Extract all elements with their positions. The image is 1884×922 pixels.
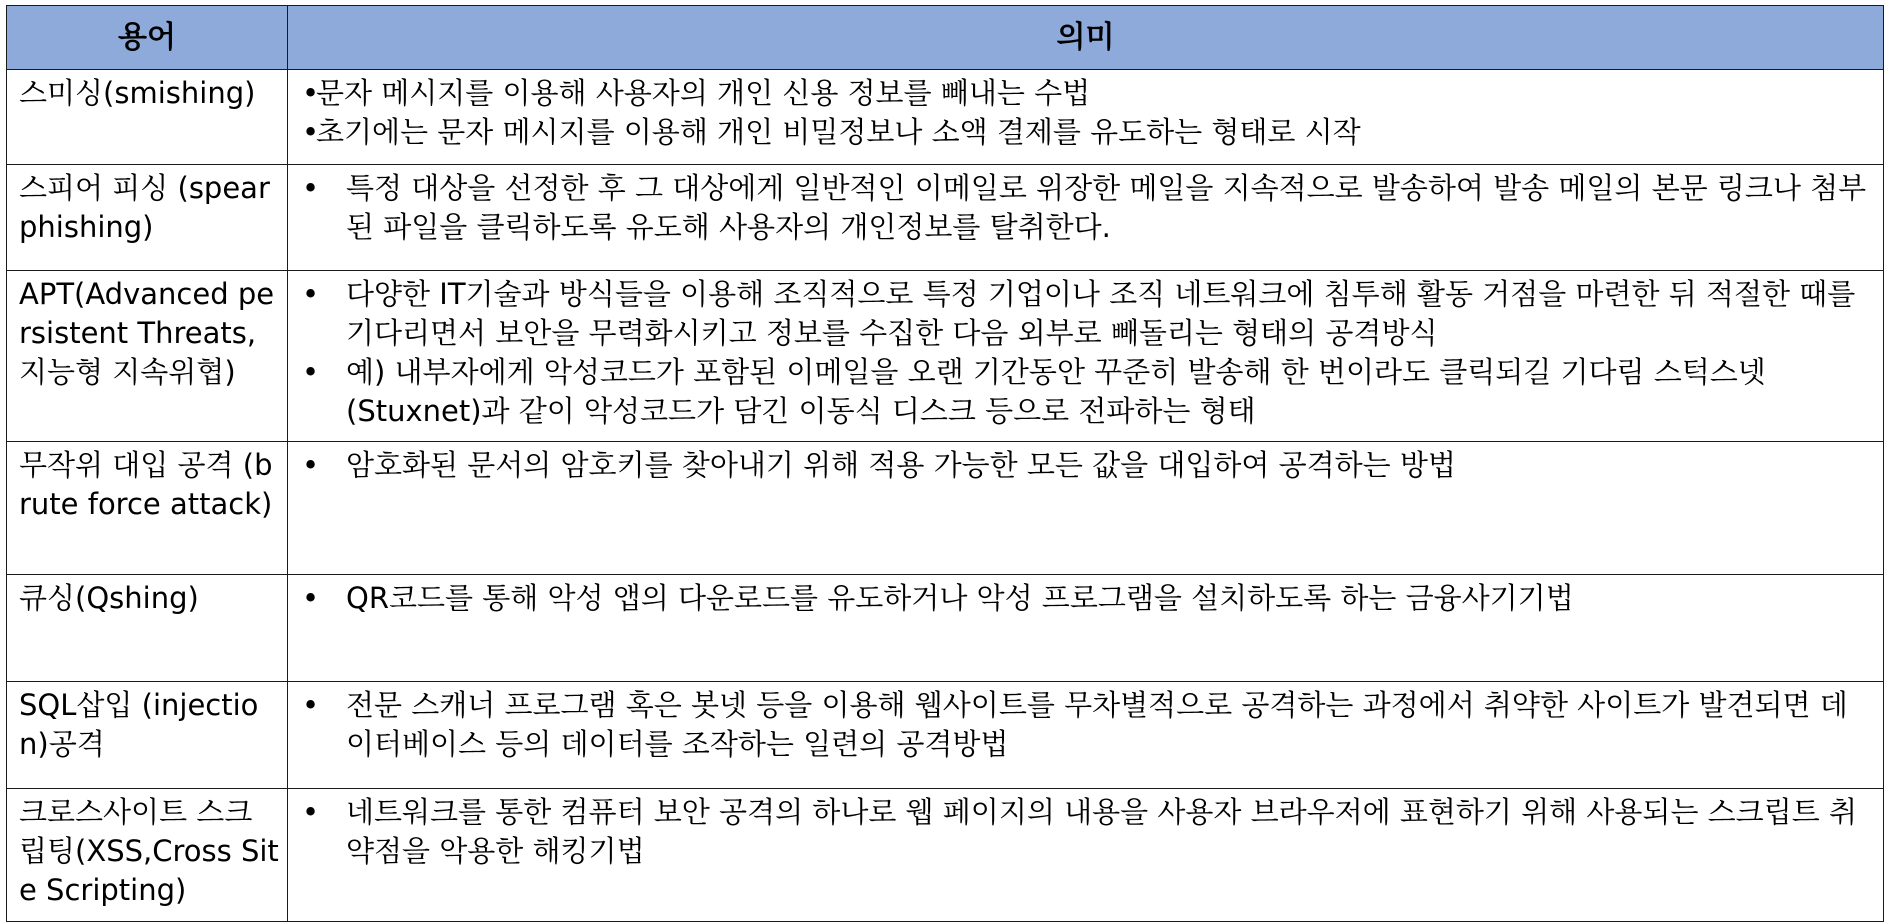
header-meaning: 의미 bbox=[288, 6, 1884, 70]
meaning-text: 전문 스캐너 프로그램 혹은 봇넷 등을 이용해 웹사이트를 무차별적으로 공격하는 과정에서 취약한 사이트가 발견되면 데이터베이스 등의 데이터를 조작하는 일련의 공격방법 bbox=[346, 688, 1848, 761]
meaning-cell bbox=[288, 682, 1884, 789]
bullet-icon: • bbox=[302, 795, 320, 829]
meaning-item bbox=[302, 446, 1875, 485]
meaning-text: 특정 대상을 선정한 후 그 대상에게 일반적인 이메일로 위장한 메일을 지속적으로 발송하여 발송 메일의 본문 링크나 첨부된 파일을 클릭하도록 유도해 사용자의 개인정보를 탈취한다. bbox=[346, 171, 1867, 244]
bullet-icon: • bbox=[302, 171, 320, 205]
meaning-item bbox=[302, 74, 1875, 113]
meaning-text: 예) 내부자에게 악성코드가 포함된 이메일을 오랜 기간동안 꾸준히 발송해 한 번이라도 클릭되길 기다림 스턱스넷(Stuxnet)과 같이 악성코드가 담긴 이동식 디스크 등으로 전파하는 형태 bbox=[346, 355, 1766, 428]
meaning-cell bbox=[288, 789, 1884, 922]
meaning-text: 암호화된 문서의 암호키를 찾아내기 위해 적용 가능한 모든 값을 대입하여 공격하는 방법 bbox=[346, 448, 1456, 482]
bullet-icon: • bbox=[302, 355, 320, 389]
table-row bbox=[7, 682, 1884, 789]
table-row bbox=[7, 271, 1884, 442]
meaning-item bbox=[302, 353, 1875, 431]
meaning-item bbox=[302, 169, 1875, 247]
meaning-item bbox=[302, 793, 1875, 871]
term-cell: 무작위 대입 공격 (brute force attack) bbox=[7, 442, 288, 575]
meaning-text: 네트워크를 통한 컴퓨터 보안 공격의 하나로 웹 페이지의 내용을 사용자 브라우저에 표현하기 위해 사용되는 스크립트 취약점을 악용한 해킹기법 bbox=[346, 795, 1857, 868]
meaning-cell bbox=[288, 442, 1884, 575]
table-row bbox=[7, 165, 1884, 271]
table-row bbox=[7, 70, 1884, 165]
table-row bbox=[7, 789, 1884, 922]
meaning-item bbox=[302, 579, 1875, 618]
meaning-item bbox=[302, 275, 1875, 353]
meaning-cell bbox=[288, 70, 1884, 165]
table-row bbox=[7, 575, 1884, 682]
meaning-text: 문자 메시지를 이용해 사용자의 개인 신용 정보를 빼내는 수법 bbox=[316, 76, 1091, 110]
meaning-cell bbox=[288, 165, 1884, 271]
header-row bbox=[7, 6, 1884, 70]
term-cell: 크로스사이트 스크립팅(XSS,Cross Site Scripting) bbox=[7, 789, 288, 922]
header-term: 용어 bbox=[7, 6, 288, 70]
meaning-text: 다양한 IT기술과 방식들을 이용해 조직적으로 특정 기업이나 조직 네트워크에 침투해 활동 거점을 마련한 뒤 적절한 때를 기다리면서 보안을 무력화시키고 정보를 수집한 다음 외부로 빼돌리는 형태의 공격방식 bbox=[346, 277, 1856, 350]
table-row bbox=[7, 442, 1884, 575]
term-cell: SQL삽입 (injection)공격 bbox=[7, 682, 288, 789]
bullet-icon: • bbox=[302, 76, 320, 110]
bullet-icon: • bbox=[302, 581, 320, 615]
bullet-icon: • bbox=[302, 688, 320, 722]
terms-table bbox=[6, 5, 1884, 922]
bullet-icon: • bbox=[302, 115, 320, 149]
term-cell: APT(Advanced persistent Threats,지능형 지속위협) bbox=[7, 271, 288, 442]
term-cell: 스미싱(smishing) bbox=[7, 70, 288, 165]
meaning-item bbox=[302, 686, 1875, 764]
term-cell: 큐싱(Qshing) bbox=[7, 575, 288, 682]
bullet-icon: • bbox=[302, 448, 320, 482]
meaning-text: 초기에는 문자 메시지를 이용해 개인 비밀정보나 소액 결제를 유도하는 형태로 시작 bbox=[316, 115, 1361, 149]
meaning-cell bbox=[288, 271, 1884, 442]
meaning-item bbox=[302, 113, 1875, 152]
bullet-icon: • bbox=[302, 277, 320, 311]
meaning-cell bbox=[288, 575, 1884, 682]
term-cell: 스피어 피싱 (spear phishing) bbox=[7, 165, 288, 271]
meaning-text: QR코드를 통해 악성 앱의 다운로드를 유도하거나 악성 프로그램을 설치하도록 하는 금융사기기법 bbox=[346, 581, 1574, 615]
